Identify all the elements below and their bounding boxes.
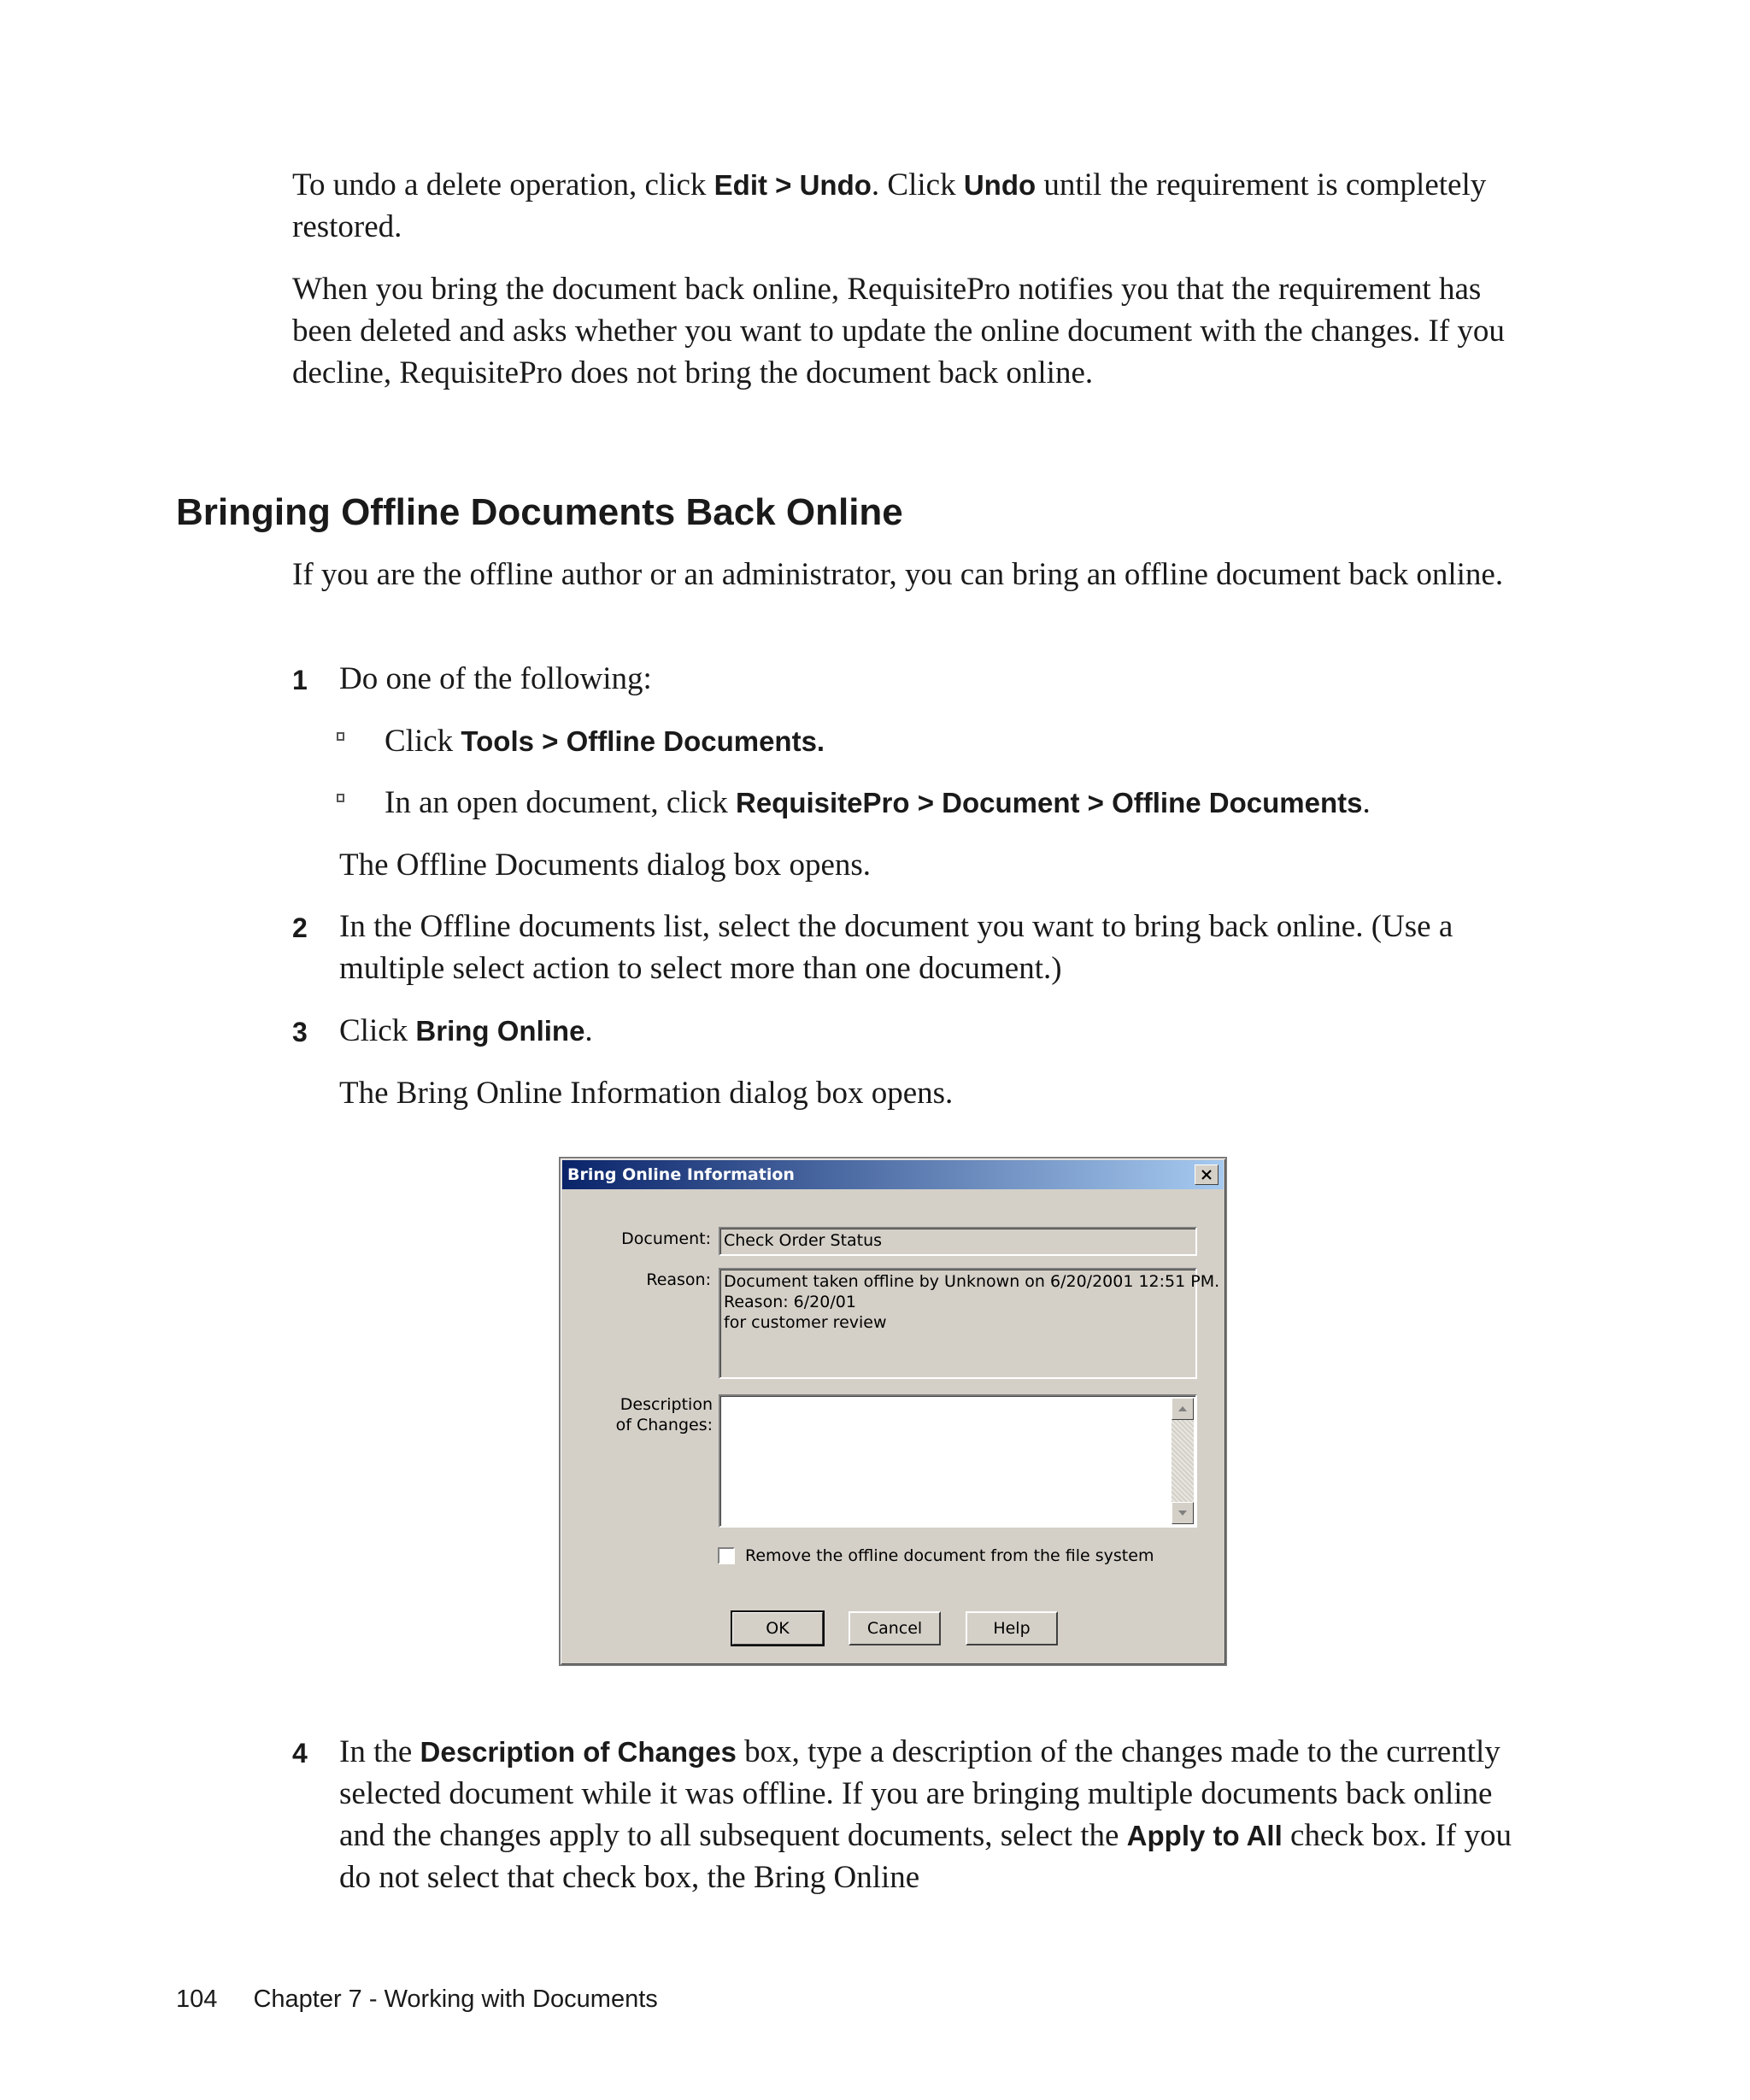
step-text — [339, 1731, 1527, 1898]
undo-paragraph — [292, 164, 1523, 248]
text: . — [584, 1013, 593, 1048]
dialog-title: Bring Online Information — [567, 1165, 795, 1184]
document-value: Check Order Status — [724, 1231, 883, 1250]
arrow-down-icon — [1177, 1510, 1188, 1516]
text: . — [1362, 785, 1371, 820]
step-text — [339, 1010, 1527, 1052]
cancel-button[interactable]: Cancel — [849, 1611, 941, 1645]
arrow-up-icon — [1177, 1405, 1188, 1412]
step-2 — [292, 906, 1523, 989]
reason-line: Document taken offline by Unknown on 6/20/2001 12:51 PM. — [724, 1272, 1220, 1291]
bullet-square-icon — [337, 732, 344, 741]
bullet-item — [337, 782, 1516, 824]
step-3-result: The Bring Online Information dialog box opens. — [339, 1076, 954, 1111]
page-footer — [176, 1982, 658, 2016]
step-number: 3 — [292, 1017, 308, 1047]
close-button[interactable] — [1195, 1164, 1219, 1185]
step-1-result: The Offline Documents dialog box opens. — [339, 848, 872, 883]
reason-line: for customer review — [724, 1313, 887, 1332]
text: check box. If you do not select that check box, the Bring Online — [339, 1818, 1512, 1895]
step-3 — [292, 1010, 1523, 1052]
reason-line: Reason: 6/20/01 — [724, 1293, 856, 1311]
step-text: Do one of the following: — [339, 661, 652, 696]
reason-label: Reason: — [646, 1270, 711, 1289]
menu-path: Tools > Offline Documents. — [461, 725, 825, 757]
step-1 — [292, 658, 1523, 700]
text: Click — [385, 724, 461, 759]
section-intro: If you are the offline author or an administrator, you can bring an offline document back online. — [292, 557, 1504, 592]
step-4 — [292, 1731, 1523, 1898]
text: . Click — [871, 167, 964, 202]
description-label-line: Description — [620, 1395, 713, 1414]
scroll-down-button[interactable] — [1172, 1502, 1194, 1524]
section-heading: Bringing Offline Documents Back Online — [176, 491, 903, 533]
step-number: 2 — [292, 912, 308, 943]
text: Click — [339, 1013, 416, 1048]
button-reference: Bring Online — [415, 1015, 585, 1047]
field-reference: Description of Changes — [420, 1736, 737, 1768]
menu-command: Undo — [963, 169, 1036, 201]
bullet-square-icon — [337, 794, 344, 802]
description-label — [561, 1394, 713, 1435]
document-label: Document: — [621, 1229, 711, 1248]
step-text: In the Offline documents list, select the document you want to bring back online. (Use a multiple select action to select more than one document.) — [339, 909, 1453, 986]
checkbox-reference: Apply to All — [1126, 1820, 1283, 1851]
ok-button[interactable]: OK — [731, 1611, 824, 1645]
bullet-item — [337, 720, 1516, 762]
remove-offline-checkbox[interactable] — [718, 1547, 735, 1564]
description-input[interactable] — [719, 1394, 1197, 1528]
menu-path: RequisitePro > Document > Offline Documents — [735, 787, 1363, 818]
text: box, type a description of the changes made to the currently selected document while it was offline. If you are bringing multiple documents back online and the changes apply to all subsequent documents, select the — [339, 1734, 1500, 1853]
close-icon — [1201, 1170, 1213, 1180]
description-scrollbar[interactable] — [1172, 1398, 1194, 1524]
text: In the — [339, 1734, 420, 1769]
step-number: 4 — [292, 1738, 308, 1769]
page-number: 104 — [176, 1986, 218, 2013]
help-button[interactable]: Help — [966, 1611, 1058, 1645]
text: To undo a delete operation, click — [292, 167, 714, 202]
text: until the requirement is completely restored. — [292, 167, 1487, 244]
text: In an open document, click — [385, 785, 736, 820]
bring-online-dialog — [559, 1157, 1227, 1666]
scroll-up-button[interactable] — [1172, 1398, 1194, 1420]
document-field — [719, 1227, 1197, 1256]
menu-path: Edit > Undo — [714, 169, 872, 201]
chapter-title: Chapter 7 - Working with Documents — [253, 1986, 658, 2013]
step-number: 1 — [292, 665, 308, 695]
reason-field — [719, 1268, 1220, 1379]
description-label-line: of Changes: — [615, 1416, 713, 1434]
dialog-titlebar — [562, 1160, 1224, 1189]
online-notice-paragraph: When you bring the document back online, RequisitePro notifies you that the requirement has been deleted and asks whether you want to update the online document with the changes. If you decline, RequisitePro does not bring the document back online. — [292, 272, 1505, 390]
remove-offline-checkbox-label[interactable]: Remove the offline document from the file system — [745, 1546, 1154, 1565]
